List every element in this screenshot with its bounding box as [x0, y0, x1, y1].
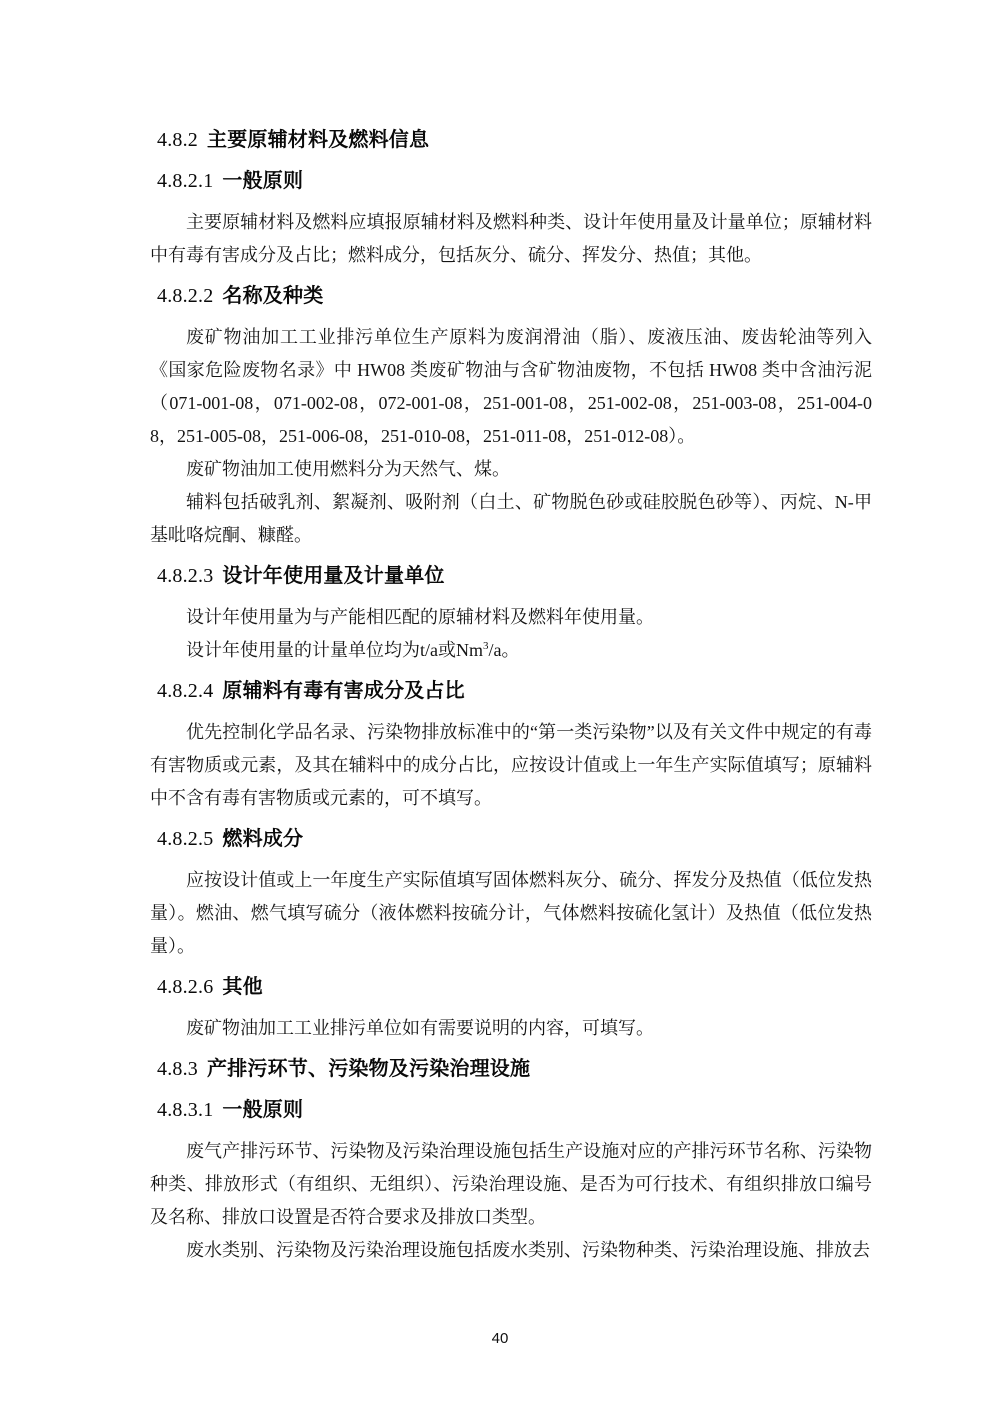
heading-4-8-2-2: [150, 280, 872, 313]
paragraph-design-annual-usage: 设计年使用量为与产能相匹配的原辅材料及燃料年使用量。: [186, 607, 654, 627]
heading-number: 4.8.3.1: [157, 1099, 214, 1121]
heading-4-8-2-4: [150, 675, 872, 708]
heading-title: 一般原则: [222, 1099, 304, 1121]
heading-4-8-2: [150, 124, 872, 157]
heading-4-8-2-3: [150, 560, 872, 593]
paragraph-raw-materials-hw08: 废矿物油加工工业排污单位生产原料为废润滑油（脂）、废液压油、废齿轮油等列入《国家危险废物名录》中 HW08 类废矿物油与含矿物油废物，不包括 HW08 类中含油污泥（071-001-08，071-002-08，072-001-08，251-001-08，251-002-08，251-003-08，251-004-08，251-005-08，251-006-08，251-010-08，251-011-08，251-012-08）。: [150, 327, 872, 446]
heading-title: 燃料成分: [222, 828, 304, 850]
heading-number: 4.8.2.2: [157, 285, 214, 307]
heading-4-8-3: [150, 1053, 872, 1086]
heading-title: 主要原辅材料及燃料信息: [207, 129, 430, 151]
heading-title: 其他: [222, 976, 263, 998]
heading-4-8-3-1: [150, 1094, 872, 1127]
heading-number: 4.8.2.1: [157, 170, 214, 192]
heading-number: 4.8.2.5: [157, 828, 214, 850]
paragraph-auxiliary-materials: 辅料包括破乳剂、絮凝剂、吸附剂（白土、矿物脱色砂或硅胶脱色砂等）、丙烷、N-甲基吡咯烷酮、糠醛。: [150, 492, 872, 545]
heading-4-8-2-5: [150, 823, 872, 856]
paragraph-general-principles: 主要原辅材料及燃料应填报原辅材料及燃料种类、设计年使用量及计量单位；原辅材料中有毒有害成分及占比；燃料成分，包括灰分、硫分、挥发分、热值；其他。: [150, 212, 872, 265]
heading-number: 4.8.3: [157, 1058, 198, 1080]
paragraph-fuel-composition: 应按设计值或上一年度生产实际值填写固体燃料灰分、硫分、挥发分及热值（低位发热量）。燃油、燃气填写硫分（液体燃料按硫分计，气体燃料按硫化氢计）及热值（低位发热量）。: [150, 870, 872, 956]
paragraph-waste-gas-discharge: 废气产排污环节、污染物及污染治理设施包括生产设施对应的产排污环节名称、污染物种类、排放形式（有组织、无组织）、污染治理设施、是否为可行技术、有组织排放口编号及名称、排放口设置是否符合要求及排放口类型。: [150, 1141, 872, 1227]
paragraph-toxic-components: 优先控制化学品名录、污染物排放标准中的“第一类污染物”以及有关文件中规定的有毒有害物质或元素，及其在辅料中的成分占比，应按设计值或上一年生产实际值填写；原辅料中不含有毒有害物质或元素的，可不填写。: [150, 722, 872, 808]
heading-number: 4.8.2: [157, 129, 198, 151]
paragraph-fuel-types: 废矿物油加工使用燃料分为天然气、煤。: [186, 459, 510, 479]
heading-number: 4.8.2.4: [157, 680, 214, 702]
paragraph-measurement-unit: [150, 634, 872, 667]
heading-title: 名称及种类: [222, 285, 324, 307]
paragraph-other-notes: 废矿物油加工工业排污单位如有需要说明的内容，可填写。: [186, 1018, 654, 1038]
heading-title: 一般原则: [222, 170, 304, 192]
unit-text-prefix: 设计年使用量的计量单位均为t/a或Nm: [186, 640, 483, 660]
heading-number: 4.8.2.6: [157, 976, 214, 998]
heading-title: 产排污环节、污染物及污染治理设施: [207, 1058, 531, 1080]
heading-4-8-2-1: [150, 165, 872, 198]
unit-superscript: 3: [483, 640, 489, 652]
heading-number: 4.8.2.3: [157, 565, 214, 587]
page-number: 40: [491, 1330, 509, 1347]
document-body: [150, 124, 872, 1267]
paragraph-waste-water-discharge: 废水类别、污染物及污染治理设施包括废水类别、污染物种类、污染治理设施、排放去: [186, 1240, 870, 1260]
unit-text-suffix: /a。: [488, 640, 520, 660]
heading-title: 设计年使用量及计量单位: [222, 565, 445, 587]
heading-title: 原辅料有毒有害成分及占比: [222, 680, 465, 702]
heading-4-8-2-6: [150, 971, 872, 1004]
page-footer: [0, 1290, 1000, 1414]
